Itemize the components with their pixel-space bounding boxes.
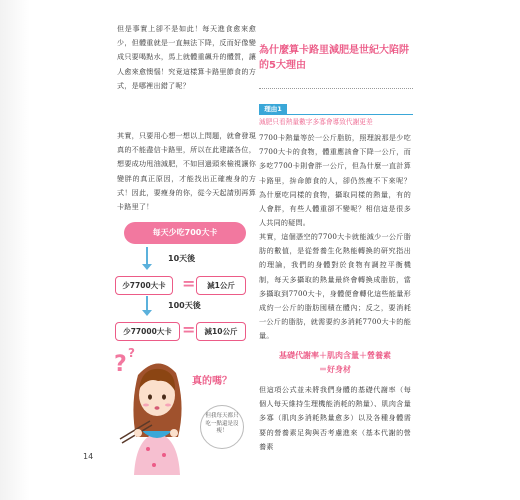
section-title: 為什麼算卡路里減肥是世紀大陷阱的5大理由 [259, 45, 409, 71]
svg-text:?: ? [128, 346, 135, 360]
arrow-line-1 [146, 247, 148, 265]
reason-subhead: 減肥只看熱量數字多寡會導致代謝更差 [259, 118, 373, 126]
reason-badge: 理由1 [259, 104, 287, 114]
svg-text:?: ? [114, 352, 127, 377]
formula-block [262, 348, 408, 376]
question-text: 真的嗎？ [192, 376, 232, 387]
reason-rule [259, 114, 413, 115]
left-paragraph-2: 其實，只要用心想一想以上問題，就會發現真的不能盡信卡路里，所以在此建議各位，想要成功甩油減肥，不如回過頭來檢視讓你變胖的真正原因，才能找出正確瘦身的方式！因此，要瘦身的你，從今天起請別再算卡路里了！ [117, 131, 256, 212]
formula-line-2: ＝好身材 [319, 364, 351, 374]
arrow-down-icon [142, 310, 152, 316]
title-divider [259, 88, 413, 89]
formula-line-1: 基礎代謝率＋肌肉含量＋營養素 [279, 350, 391, 360]
calorie-deficit-box-2: 少77000大卡 [115, 322, 180, 341]
weight-loss-box-1: 減1公斤 [196, 276, 246, 295]
weight-loss-box-2: 減10公斤 [196, 322, 246, 341]
speech-bubble: 但我每天都只吃一點還是沒瘦！ [200, 405, 244, 449]
arrow-down-icon [142, 264, 152, 270]
equals-sign-1: = [182, 274, 196, 293]
left-paragraph-1: 但是事實上卻不是如此！每天進食愈來愈少，但體重就是一直無法下降，反而好像變成只要喝點水，馬上就體重飆升的體質，讓人愈來愈懊惱！究竟這樣算卡路里節食的方式，是哪裡出錯了呢？ [117, 24, 256, 90]
calorie-deficit-box-1: 少7700大卡 [115, 276, 173, 295]
right-paragraph-1: 7700卡熱量等於一公斤脂肪，照理說那是少吃7700大卡的食物，體重應該會下降一公斤，而多吃7700卡則會胖一公斤，但為什麼一直計算卡路里，拚命節食的人，卻仍然瘦不下來呢？為什麼吃同樣的食物，攝取同樣的熱量，有的人會胖，有些人體重卻不變呢？相信這是很多人共同的疑問。 [259, 133, 411, 228]
right-paragraph-2: 其實，這個憑空的7700大卡就能減少一公斤脂肪的數值，是從營養生化熱能轉換的研究指出的理論，我們的身體對於食物有調控平衡機制，每天多攝取的熱量最終會轉換成脂肪，當多攝取到7700大卡，身體便會轉化這些能量形成約一公斤的脂肪囤積在體內；反之，要消耗一公斤的脂肪，就需要約多消耗7700大卡的能量。 [259, 232, 411, 341]
days-label-1: 10天後 [168, 254, 196, 263]
girl-illustration [108, 345, 204, 475]
right-paragraph-3: 但這項公式並未將我們身體的基礎代謝率（每個人每天維持生理機能消耗的熱量）、肌肉含量多寡（肌肉多消耗熱量愈多）以及各種身體需要的營養素足夠與否考慮進來（基本代謝的營養素 [259, 385, 411, 451]
daily-calorie-pill: 每天少吃700大卡 [124, 222, 246, 244]
days-label-2: 100天後 [168, 301, 201, 310]
page-number: 14 [83, 452, 94, 461]
equals-sign-2: = [182, 320, 196, 339]
